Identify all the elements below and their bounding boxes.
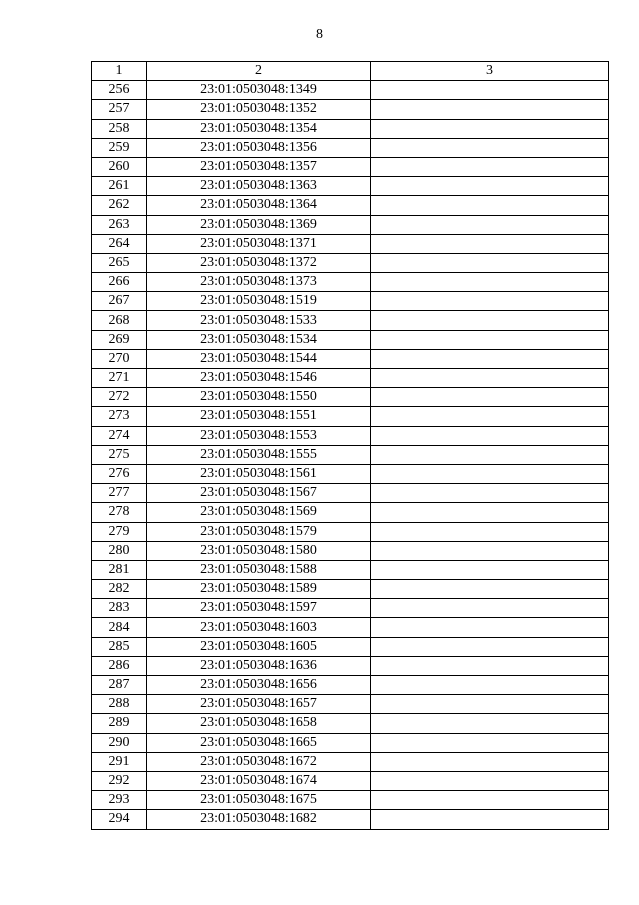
table-row (92, 714, 609, 733)
table-row (92, 676, 609, 695)
cadastral-number-cell: 23:01:0503048:1551 (147, 407, 371, 426)
table-row (92, 791, 609, 810)
cadastral-number-cell: 23:01:0503048:1372 (147, 253, 371, 272)
note-cell (371, 637, 609, 656)
row-number-cell: 262 (92, 196, 147, 215)
row-number-cell: 273 (92, 407, 147, 426)
row-number-cell: 275 (92, 445, 147, 464)
note-cell (371, 541, 609, 560)
row-number-cell: 290 (92, 733, 147, 752)
row-number-cell: 281 (92, 560, 147, 579)
note-cell (371, 771, 609, 790)
table-row (92, 599, 609, 618)
note-cell (371, 676, 609, 695)
note-cell (371, 695, 609, 714)
cadastral-number-cell: 23:01:0503048:1349 (147, 81, 371, 100)
row-number-cell: 257 (92, 100, 147, 119)
column-header-3: 3 (371, 62, 609, 81)
row-number-cell: 277 (92, 484, 147, 503)
cadastral-number-cell: 23:01:0503048:1363 (147, 177, 371, 196)
table-row (92, 119, 609, 138)
note-cell (371, 752, 609, 771)
note-cell (371, 138, 609, 157)
table-row (92, 618, 609, 637)
note-cell (371, 215, 609, 234)
table-row (92, 771, 609, 790)
cadastral-number-cell: 23:01:0503048:1561 (147, 464, 371, 483)
cadastral-number-cell: 23:01:0503048:1567 (147, 484, 371, 503)
table-row (92, 330, 609, 349)
cadastral-number-cell: 23:01:0503048:1357 (147, 157, 371, 176)
cadastral-number-cell: 23:01:0503048:1555 (147, 445, 371, 464)
table-row (92, 580, 609, 599)
row-number-cell: 258 (92, 119, 147, 138)
page-number: 8 (316, 27, 323, 42)
cadastral-number-cell: 23:01:0503048:1672 (147, 752, 371, 771)
cadastral-number-cell: 23:01:0503048:1544 (147, 349, 371, 368)
cadastral-number-cell: 23:01:0503048:1597 (147, 599, 371, 618)
table-row (92, 503, 609, 522)
cadastral-number-cell: 23:01:0503048:1356 (147, 138, 371, 157)
note-cell (371, 407, 609, 426)
note-cell (371, 484, 609, 503)
row-number-cell: 283 (92, 599, 147, 618)
note-cell (371, 464, 609, 483)
cadastral-number-cell: 23:01:0503048:1665 (147, 733, 371, 752)
row-number-cell: 259 (92, 138, 147, 157)
cadastral-number-cell: 23:01:0503048:1656 (147, 676, 371, 695)
note-cell (371, 196, 609, 215)
table-row (92, 656, 609, 675)
note-cell (371, 330, 609, 349)
row-number-cell: 268 (92, 311, 147, 330)
cadastral-number-cell: 23:01:0503048:1569 (147, 503, 371, 522)
note-cell (371, 560, 609, 579)
cadastral-number-cell: 23:01:0503048:1603 (147, 618, 371, 637)
note-cell (371, 81, 609, 100)
table-row (92, 445, 609, 464)
table-row (92, 752, 609, 771)
note-cell (371, 445, 609, 464)
note-cell (371, 369, 609, 388)
row-number-cell: 270 (92, 349, 147, 368)
cadastral-number-cell: 23:01:0503048:1373 (147, 273, 371, 292)
table-row (92, 369, 609, 388)
note-cell (371, 119, 609, 138)
cadastral-number-cell: 23:01:0503048:1682 (147, 810, 371, 829)
cadastral-number-cell: 23:01:0503048:1553 (147, 426, 371, 445)
cadastral-number-cell: 23:01:0503048:1657 (147, 695, 371, 714)
row-number-cell: 292 (92, 771, 147, 790)
column-header-2: 2 (147, 62, 371, 81)
row-number-cell: 288 (92, 695, 147, 714)
table-row (92, 215, 609, 234)
note-cell (371, 100, 609, 119)
cadastral-number-cell: 23:01:0503048:1580 (147, 541, 371, 560)
column-header-1: 1 (92, 62, 147, 81)
table-row (92, 522, 609, 541)
note-cell (371, 810, 609, 829)
cadastral-number-cell: 23:01:0503048:1588 (147, 560, 371, 579)
table-row (92, 177, 609, 196)
table-row (92, 138, 609, 157)
row-number-cell: 282 (92, 580, 147, 599)
table-row (92, 541, 609, 560)
cadastral-number-cell: 23:01:0503048:1605 (147, 637, 371, 656)
note-cell (371, 388, 609, 407)
note-cell (371, 522, 609, 541)
table-row (92, 426, 609, 445)
table-row (92, 484, 609, 503)
table-row (92, 637, 609, 656)
note-cell (371, 157, 609, 176)
table-row (92, 196, 609, 215)
table-body (92, 81, 609, 829)
cadastral-number-cell: 23:01:0503048:1369 (147, 215, 371, 234)
row-number-cell: 263 (92, 215, 147, 234)
cadastral-number-cell: 23:01:0503048:1550 (147, 388, 371, 407)
note-cell (371, 599, 609, 618)
row-number-cell: 279 (92, 522, 147, 541)
row-number-cell: 260 (92, 157, 147, 176)
table-row (92, 349, 609, 368)
cadastral-number-cell: 23:01:0503048:1636 (147, 656, 371, 675)
row-number-cell: 269 (92, 330, 147, 349)
table-row (92, 81, 609, 100)
row-number-cell: 276 (92, 464, 147, 483)
note-cell (371, 311, 609, 330)
row-number-cell: 264 (92, 234, 147, 253)
cadastral-number-cell: 23:01:0503048:1371 (147, 234, 371, 253)
row-number-cell: 287 (92, 676, 147, 695)
row-number-cell: 272 (92, 388, 147, 407)
row-number-cell: 285 (92, 637, 147, 656)
cadastral-number-cell: 23:01:0503048:1352 (147, 100, 371, 119)
note-cell (371, 292, 609, 311)
cadastral-number-cell: 23:01:0503048:1579 (147, 522, 371, 541)
table-row (92, 464, 609, 483)
cadastral-number-cell: 23:01:0503048:1546 (147, 369, 371, 388)
row-number-cell: 267 (92, 292, 147, 311)
note-cell (371, 177, 609, 196)
note-cell (371, 714, 609, 733)
note-cell (371, 349, 609, 368)
note-cell (371, 580, 609, 599)
row-number-cell: 256 (92, 81, 147, 100)
cadastral-number-cell: 23:01:0503048:1533 (147, 311, 371, 330)
cadastral-number-cell: 23:01:0503048:1519 (147, 292, 371, 311)
table-row (92, 733, 609, 752)
cadastral-numbers-table (91, 61, 609, 830)
table-row (92, 407, 609, 426)
row-number-cell: 271 (92, 369, 147, 388)
table-header (92, 62, 609, 81)
header-row (92, 62, 609, 81)
table-row (92, 234, 609, 253)
note-cell (371, 656, 609, 675)
table-row (92, 388, 609, 407)
note-cell (371, 618, 609, 637)
table-row (92, 292, 609, 311)
note-cell (371, 234, 609, 253)
table-row (92, 100, 609, 119)
row-number-cell: 284 (92, 618, 147, 637)
row-number-cell: 265 (92, 253, 147, 272)
note-cell (371, 253, 609, 272)
row-number-cell: 291 (92, 752, 147, 771)
note-cell (371, 273, 609, 292)
row-number-cell: 289 (92, 714, 147, 733)
cadastral-number-cell: 23:01:0503048:1675 (147, 791, 371, 810)
table-row (92, 273, 609, 292)
note-cell (371, 733, 609, 752)
row-number-cell: 274 (92, 426, 147, 445)
table-row (92, 311, 609, 330)
row-number-cell: 266 (92, 273, 147, 292)
table-row (92, 253, 609, 272)
row-number-cell: 286 (92, 656, 147, 675)
row-number-cell: 278 (92, 503, 147, 522)
cadastral-number-cell: 23:01:0503048:1589 (147, 580, 371, 599)
note-cell (371, 426, 609, 445)
row-number-cell: 293 (92, 791, 147, 810)
cadastral-number-cell: 23:01:0503048:1674 (147, 771, 371, 790)
table-row (92, 157, 609, 176)
table-row (92, 810, 609, 829)
cadastral-number-cell: 23:01:0503048:1354 (147, 119, 371, 138)
table-row (92, 695, 609, 714)
table-row (92, 560, 609, 579)
row-number-cell: 294 (92, 810, 147, 829)
cadastral-number-cell: 23:01:0503048:1658 (147, 714, 371, 733)
row-number-cell: 280 (92, 541, 147, 560)
note-cell (371, 503, 609, 522)
note-cell (371, 791, 609, 810)
row-number-cell: 261 (92, 177, 147, 196)
cadastral-number-cell: 23:01:0503048:1534 (147, 330, 371, 349)
cadastral-number-cell: 23:01:0503048:1364 (147, 196, 371, 215)
